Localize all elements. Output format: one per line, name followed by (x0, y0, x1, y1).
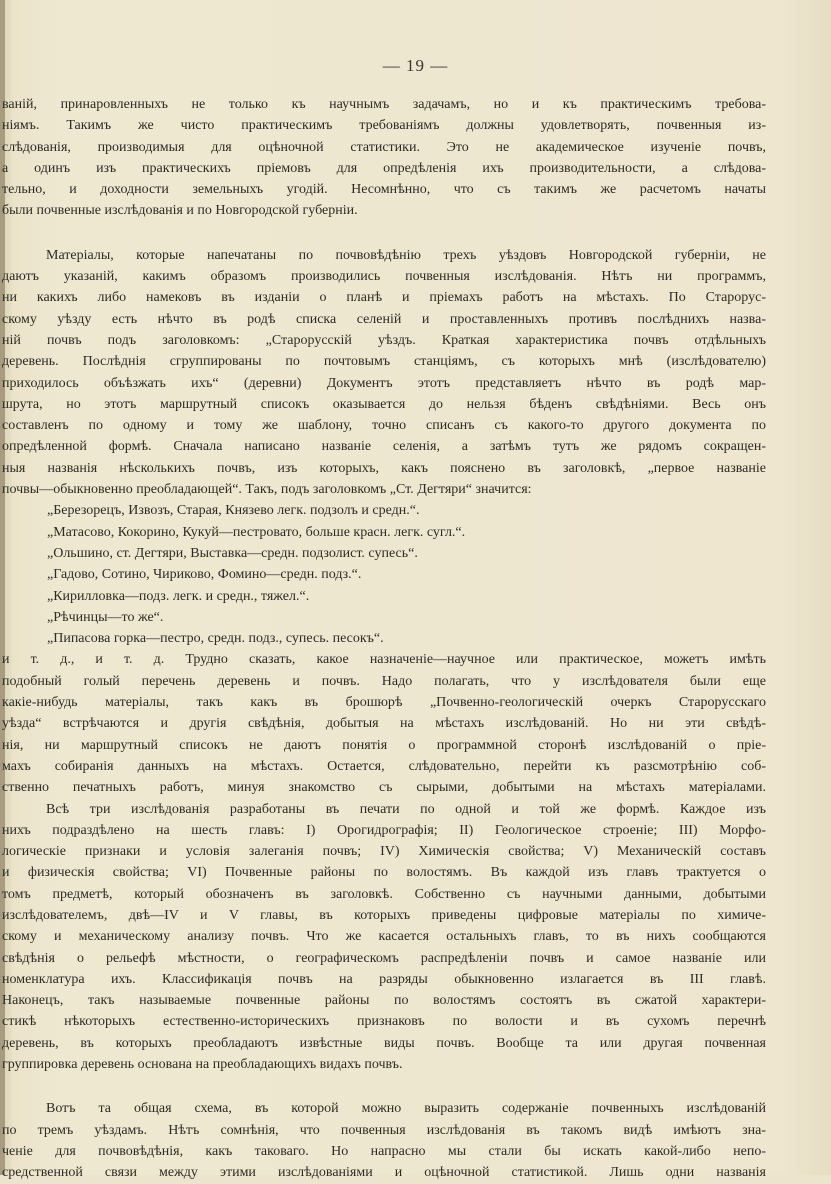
text-line: ни какихъ либо намековъ въ изданіи о планѣ и пріемахъ работъ на мѣстахъ. По Старорус- (2, 290, 766, 306)
text-line: подобный голый перечень деревень и почвъ. Надо полагать, что у изслѣдователя были еще (2, 673, 766, 689)
text-line: изслѣдователемъ, двѣ—IV и V главы, въ которыхъ приведены цифровые матеріалы по химиче- (2, 907, 766, 923)
text-line: шрута, но этотъ маршрутный списокъ оказывается до нельзя бѣденъ свѣдѣніями. Весь онъ (2, 396, 766, 412)
text-line: и т. д., и т. д. Трудно сказать, какое назначеніе—научное или практическое, можетъ имѣть (2, 652, 766, 668)
text-line: ныя названія нѣсколькихъ почвъ, изъ которыхъ, какъ пояснено въ заголовкѣ, „первое названіе (2, 460, 766, 476)
page-body (2, 94, 766, 1184)
text-line: ваній, принаровленныхъ не только къ научнымъ задачамъ, но и къ практическимъ требова- (2, 97, 766, 112)
text-line: Вотъ та общая схема, въ которой можно выразить содержаніе почвенныхъ изслѣдованій (46, 1101, 766, 1117)
text-line: деревень, въ которыхъ преобладаютъ извѣстные виды почвъ. Вообще та или другая почвенная (2, 1035, 766, 1051)
paragraph-2 (2, 245, 766, 799)
village-list-item: „Кирилловка—подз. легк. и средн., тяжел.“. (47, 588, 310, 604)
text-line: почвы—обыкновенно преобладающей“. Такъ, подъ заголовкомъ „Ст. Дегтяри“ значится: (2, 482, 532, 498)
text-line: ній почвъ подъ заголовкомъ: „Старорусскій уѣздъ. Краткая характеристика почвъ отдѣльныхъ (2, 332, 766, 348)
text-line: средственной связи между этими изслѣдованіями и оцѣночной статистикой. Лишь одни названія (2, 1165, 766, 1181)
text-line: какіе-нибудь матеріалы, такъ какъ въ брошюрѣ „Почвенно-геологическій очеркъ Старорусскаго (2, 695, 766, 711)
text-line: ченіе для почвовѣдѣнія, какъ таковаго. Но напрасно мы стали бы искать какой-либо непо- (2, 1143, 766, 1159)
text-line: тельно, и доходности земельныхъ угодій. Несомнѣнно, что съ такимъ же расчетомъ начаты (2, 182, 766, 198)
paragraph-1 (2, 94, 766, 222)
text-line: составленъ по одному и тому же шаблону, точно списанъ съ какого-то другого документа по (2, 418, 766, 434)
village-list-item: „Рѣчинцы—то же“. (47, 609, 164, 625)
village-list-item: „Березорецъ, Извозъ, Старая, Князево легк. подзолъ и средн.“. (47, 503, 420, 519)
text-line: номенклатура ихъ. Классификація почвъ на разряды обыкновенно излагается въ III главѣ. (2, 971, 766, 987)
text-line: Всѣ три изслѣдованія разработаны въ печати по одной и той же формѣ. Каждое изъ (46, 801, 766, 817)
text-line: Наконецъ, такъ называемые почвенные районы по волостямъ состоятъ въ сжатой характери- (2, 993, 766, 1009)
village-list-item: „Гадово, Сотино, Чириково, Фомино—средн. подз.“. (47, 567, 362, 583)
text-line: по тремъ уѣздамъ. Нѣтъ сомнѣнія, что почвенныя изслѣдованія въ такомъ видѣ имѣютъ зна- (2, 1122, 766, 1138)
text-line: опредѣленной формѣ. Сначала написано названіе селенія, а затѣмъ тутъ же рядомъ сокращен- (2, 439, 766, 455)
page-number: — 19 — (382, 56, 449, 75)
text-line: деревень. Послѣднія сгруппированы по почтовымъ станціямъ, съ которыхъ мнѣ (изслѣдователю) (2, 354, 766, 370)
text-line: ніямъ. Такимъ же чисто практическимъ требованіямъ должны удовлетворять, почвенныя из- (2, 118, 766, 134)
text-line: логическіе признаки и условія залеганія почвъ; IV) Химическія свойства; V) Механическій составъ (2, 844, 766, 860)
text-line: уѣзда“ встрѣчаются и другія свѣдѣнія, добытыя на мѣстахъ изслѣдованій. Но ни эти свѣдѣ- (2, 716, 766, 732)
village-list-item: „Ольшино, ст. Дегтяри, Выставка—средн. подзолист. супесь“. (47, 545, 418, 561)
text-line: и физическія свойства; VI) Почвенные районы по волостямъ. Въ каждой изъ главъ трактуется о (2, 865, 766, 881)
text-line: махъ собиранія данныхъ на мѣстахъ. Остается, слѣдовательно, перейти къ разсмотрѣнію соб- (2, 758, 766, 774)
text-line: Матеріалы, которые напечатаны по почвовѣдѣнію трехъ уѣздовъ Новгородской губерніи, не (46, 247, 766, 263)
village-list-item: „Пипасова горка—пестро, средн. подз., супесь. песокъ“. (47, 631, 384, 647)
text-line: скому и механическому анализу почвъ. Что же касается остальныхъ главъ, то въ нихъ сообщаются (2, 929, 766, 945)
text-line: скому уѣзду есть нѣчто въ родѣ списка селеній и проставленныхъ противъ послѣднихъ назва- (2, 311, 766, 327)
text-line: свѣдѣнія о рельефѣ мѣстности, о географическомъ распредѣленіи почвъ и самое названіе или (2, 950, 766, 966)
text-line: приходилось объѣзжать ихъ“ (деревни) Документъ этотъ представляетъ нѣчто въ родѣ мар- (2, 375, 766, 391)
text-line: даютъ указаній, какимъ образомъ производились почвенныя изслѣдованія. Нѣтъ ни программъ, (2, 269, 766, 285)
village-list-item: „Матасово, Кокорино, Кукуй—пестровато, больше красн. легк. сугл.“. (47, 524, 466, 540)
paragraph-3 (2, 799, 766, 1076)
text-line: группировка деревень основана на преобладающихъ видахъ почвъ. (2, 1057, 403, 1073)
text-line: нія, ни маршрутный списокъ не даютъ понятія о программной сторонѣ изслѣдованій о пріе- (2, 737, 766, 753)
text-line: слѣдованія, производимыя для оцѣночной статистики. Это не академическое изученіе почвъ, (2, 139, 766, 155)
text-line: стикѣ нѣкоторыхъ естественно-историческихъ признаковъ по волости и въ сухомъ перечнѣ (2, 1014, 766, 1030)
paragraph-4 (2, 1098, 766, 1183)
text-line: были почвенные изслѣдованія и по Новгородской губерніи. (2, 203, 358, 219)
text-line: ственно печатныхъ работъ, минуя знакомство съ сырыми, добытыми на мѣстахъ матеріалами. (2, 780, 766, 796)
text-line: томъ предметѣ, который обозначенъ въ заголовкѣ. Собственно съ научными данными, добытыми (2, 886, 766, 902)
text-line: а одинъ изъ практическихъ пріемовъ для опредѣленія ихъ производительности, а слѣдова- (2, 160, 766, 176)
text-line: нихъ подраздѣлено на шесть главъ: I) Орогидрографія; II) Геологическое строеніе; III) Морфо- (2, 822, 766, 838)
